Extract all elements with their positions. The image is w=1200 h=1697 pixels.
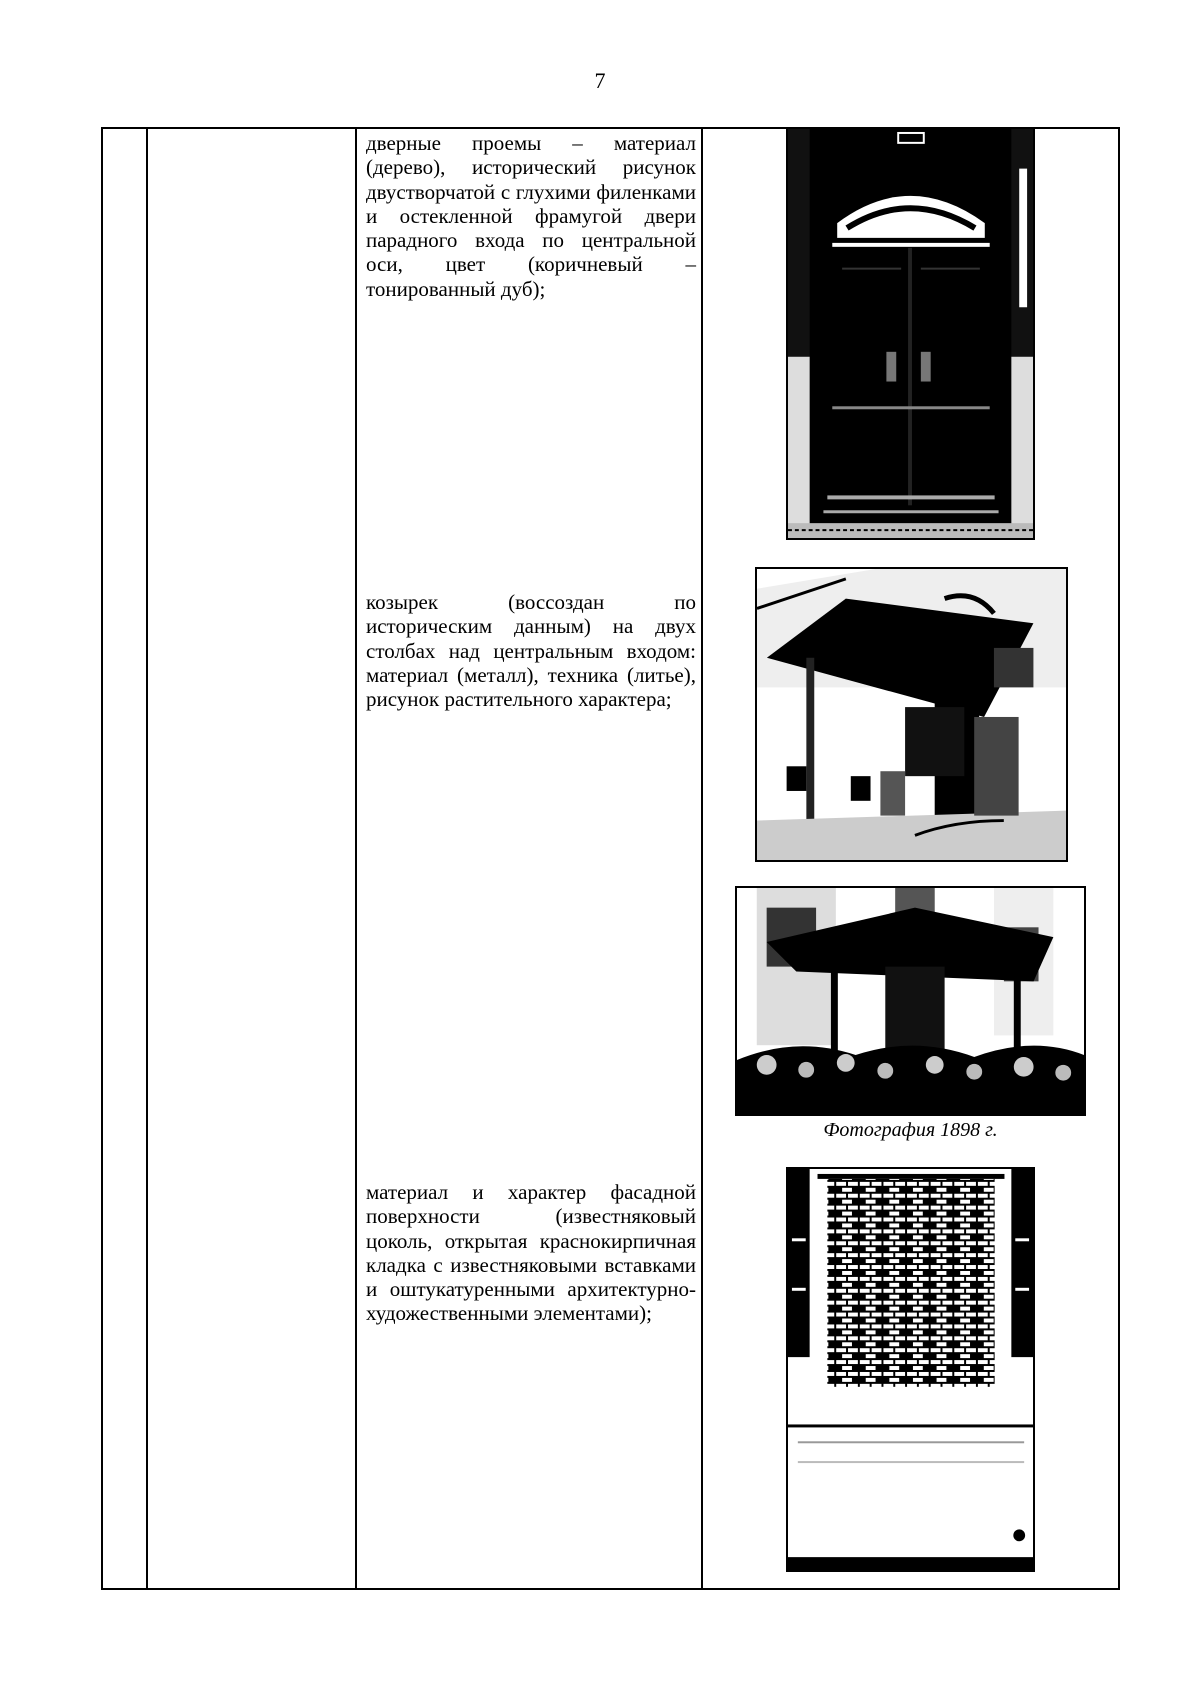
page-number: 7: [594, 68, 606, 93]
row-description-door: дверные проемы – материал (дерево), исторический рисунок двустворчатой с глухими филенками и остекленной фрамугой двери парадного входа по центральной оси, цвет (коричневый – тонированный дуб);: [366, 131, 696, 301]
door-photo: [786, 127, 1035, 540]
column-divider: [355, 127, 357, 1590]
canopy-photo: [755, 567, 1068, 862]
facade-photo: [786, 1167, 1035, 1572]
canopy-historic-photo: [735, 886, 1086, 1116]
row-description-canopy: козырек (воссоздан по историческим данным) на двух столбах над центральным входом: материал (металл), техника (литье), рисунок растительного характера;: [366, 590, 696, 712]
table-border-left: [101, 127, 103, 1590]
table-border-bottom: [101, 1588, 1120, 1590]
table-border-right: [1118, 127, 1120, 1590]
row-description-facade: материал и характер фасадной поверхности (известняковый цоколь, открытая краснокирпичная кладка с известняковыми вставками и оштукатуренными архитектурно-художественными элементами);: [366, 1180, 696, 1326]
photo-caption: Фотография 1898 г.: [823, 1119, 998, 1141]
column-divider: [701, 127, 703, 1590]
column-divider: [146, 127, 148, 1590]
